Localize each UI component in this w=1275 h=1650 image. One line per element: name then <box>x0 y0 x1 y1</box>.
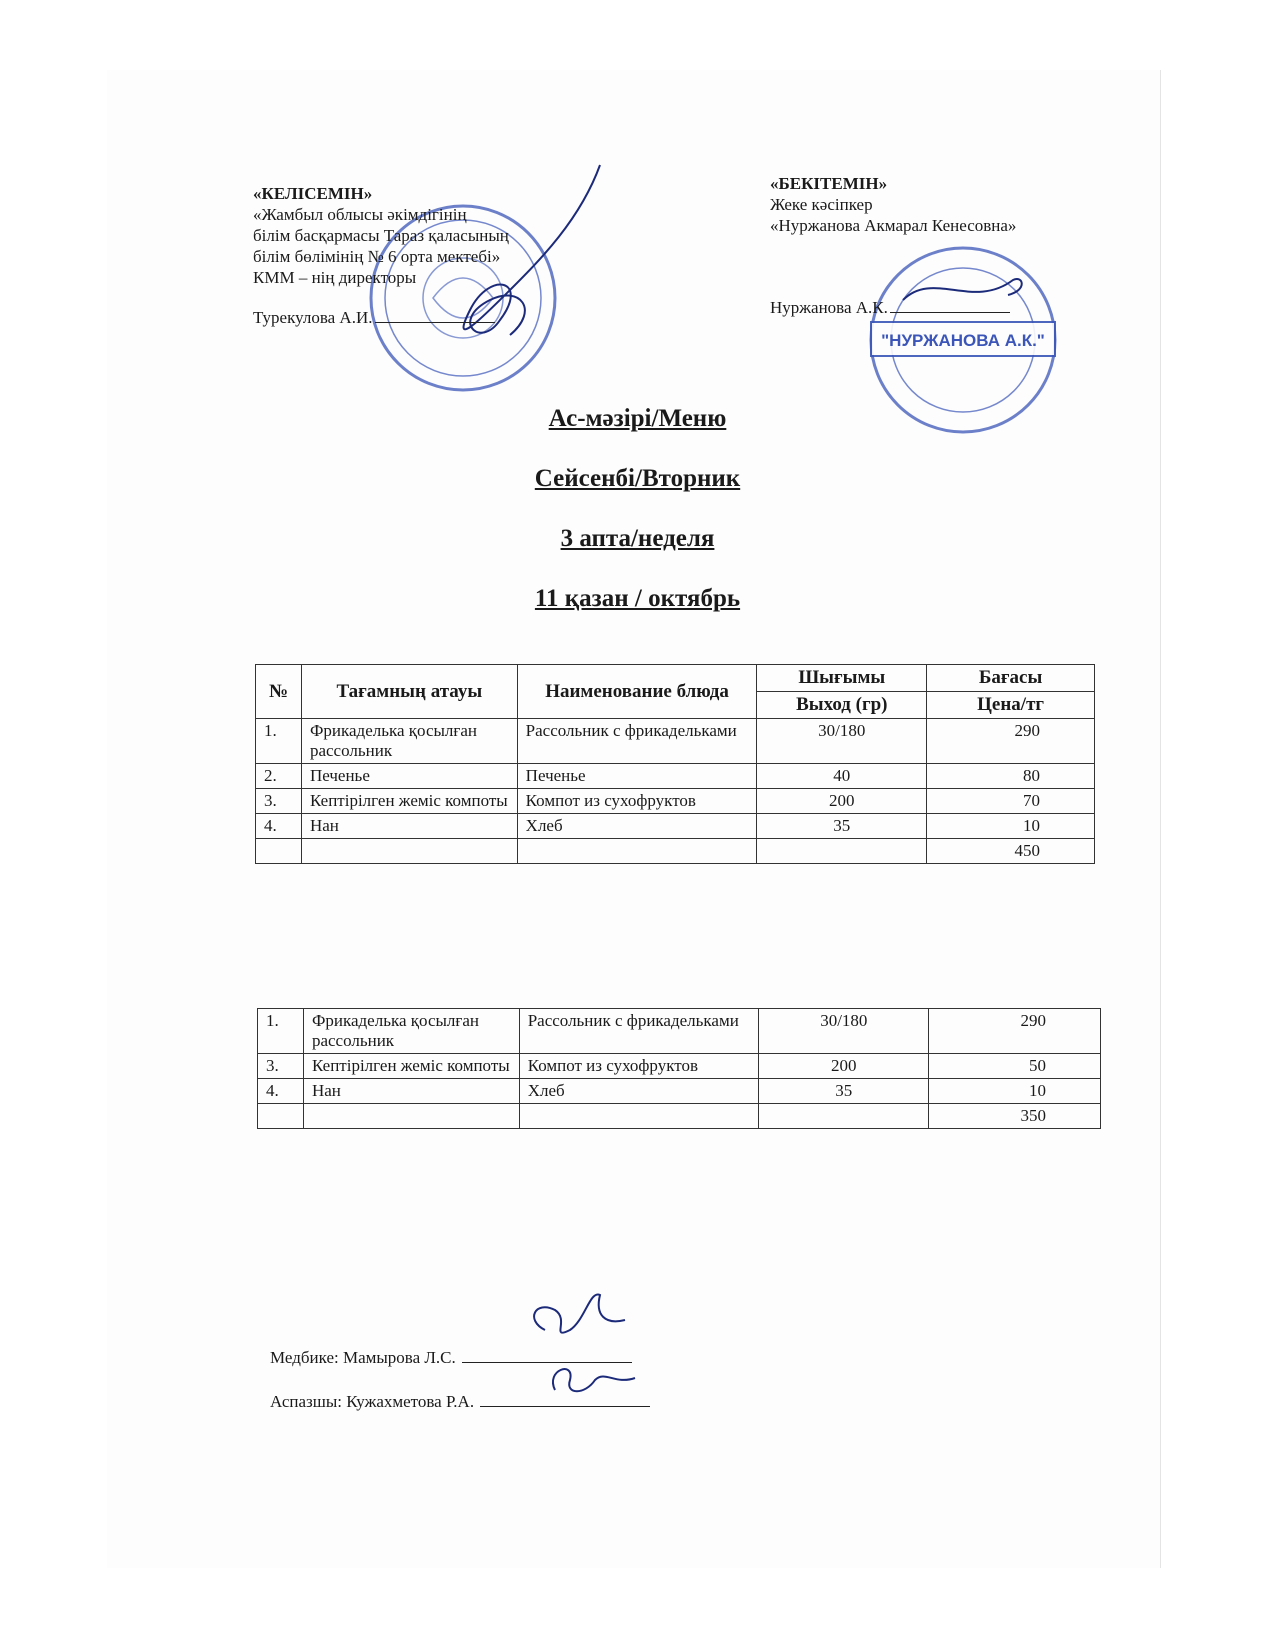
approval-left-line: білім басқармасы Тараз қаласының <box>253 226 509 245</box>
signature-line <box>890 296 1010 313</box>
cell-num: 1. <box>258 1009 304 1054</box>
cell-name-ru: Компот из сухофруктов <box>519 1054 759 1079</box>
cell-name-kz: Фрикаделька қосылған рассольник <box>301 719 517 764</box>
title-day: Сейсенбі/Вторник <box>534 465 741 492</box>
approval-right-heading: «БЕКІТЕМІН» <box>770 174 888 193</box>
table-row <box>258 1079 1101 1104</box>
right-seal-text: "НУРЖАНОВА А.К." <box>881 331 1045 350</box>
title-menu: Ас-мәзірі/Меню <box>548 405 727 432</box>
cell-price: 70 <box>927 789 1095 814</box>
approval-right-line: «Нуржанова Акмарал Кенесовна» <box>770 216 1017 235</box>
cell-num: 3. <box>258 1054 304 1079</box>
table-row <box>258 1009 1101 1054</box>
approval-right-line: Жеке кәсіпкер <box>770 195 873 214</box>
empty-cell <box>256 839 302 864</box>
approval-right-signer: Нуржанова А.К. <box>770 298 888 317</box>
cell-name-kz: Кептірілген жеміс компоты <box>303 1054 519 1079</box>
table-header-row <box>256 665 1095 692</box>
approval-right <box>770 173 1090 318</box>
cell-yield: 200 <box>757 789 927 814</box>
empty-cell <box>759 1104 929 1129</box>
cell-name-kz: Печенье <box>301 764 517 789</box>
cell-yield: 200 <box>759 1054 929 1079</box>
header-price-ru: Цена/тг <box>927 692 1095 719</box>
table-row <box>256 764 1095 789</box>
footer-cook: Аспазшы: Кужахметова Р.А. <box>270 1392 475 1411</box>
cell-price: 50 <box>929 1054 1101 1079</box>
footer-nurse: Медбике: Мамырова Л.С. <box>270 1348 456 1367</box>
cell-price: 290 <box>929 1009 1101 1054</box>
cell-num: 4. <box>256 814 302 839</box>
cell-name-kz: Кептірілген жеміс компоты <box>301 789 517 814</box>
cell-yield: 35 <box>757 814 927 839</box>
cell-name-ru: Печенье <box>517 764 757 789</box>
footer-nurse-row <box>270 1348 632 1368</box>
header-name-kz: Тағамның атауы <box>301 665 517 719</box>
signature-line <box>462 1348 632 1363</box>
header-yield-ru: Выход (гр) <box>757 692 927 719</box>
cell-yield: 30/180 <box>757 719 927 764</box>
cell-num: 1. <box>256 719 302 764</box>
cell-name-kz: Нан <box>301 814 517 839</box>
approval-left-heading: «КЕЛІСЕМІН» <box>253 184 373 203</box>
approval-right-signer-row <box>770 296 1090 318</box>
empty-cell <box>757 839 927 864</box>
approval-left-line: білім бөлімінің № 6 орта мектебі» <box>253 247 501 266</box>
cell-name-ru: Хлеб <box>519 1079 759 1104</box>
signature-line <box>375 306 495 323</box>
approval-left-signer: Турекулова А.И. <box>253 308 373 327</box>
total-row <box>258 1104 1101 1129</box>
table-row <box>258 1054 1101 1079</box>
approval-left-line: «Жамбыл облысы әкімдігінің <box>253 205 467 224</box>
signature-line <box>480 1392 650 1407</box>
cell-price: 80 <box>927 764 1095 789</box>
table-row <box>256 814 1095 839</box>
footer-cook-row <box>270 1392 650 1412</box>
cell-name-kz: Нан <box>303 1079 519 1104</box>
cell-yield: 30/180 <box>759 1009 929 1054</box>
empty-cell <box>517 839 757 864</box>
cell-num: 4. <box>258 1079 304 1104</box>
menu-table-1 <box>255 664 1095 864</box>
table-row <box>256 789 1095 814</box>
title-date: 11 қазан / октябрь <box>534 585 741 612</box>
cell-price: 10 <box>929 1079 1101 1104</box>
empty-cell <box>258 1104 304 1129</box>
approval-left-signer-row <box>253 306 583 328</box>
cell-yield: 40 <box>757 764 927 789</box>
approval-left-line: КММ – нің директоры <box>253 268 417 287</box>
cell-price: 290 <box>927 719 1095 764</box>
header-num: № <box>256 665 302 719</box>
cell-name-ru: Рассольник с фрикадельками <box>517 719 757 764</box>
footer-signatures <box>515 1280 655 1410</box>
cell-name-ru: Рассольник с фрикадельками <box>519 1009 759 1054</box>
cell-name-ru: Компот из сухофруктов <box>517 789 757 814</box>
cell-price: 10 <box>927 814 1095 839</box>
empty-cell <box>303 1104 519 1129</box>
header-yield-kz: Шығымы <box>757 665 927 692</box>
header-name-ru: Наименование блюда <box>517 665 757 719</box>
cell-total: 350 <box>929 1104 1101 1129</box>
empty-cell <box>301 839 517 864</box>
cell-num: 2. <box>256 764 302 789</box>
header-price-kz: Бағасы <box>927 665 1095 692</box>
cell-name-ru: Хлеб <box>517 814 757 839</box>
total-row <box>256 839 1095 864</box>
cell-num: 3. <box>256 789 302 814</box>
title-week: 3 апта/неделя <box>560 525 715 552</box>
approval-left <box>253 183 583 328</box>
cell-name-kz: Фрикаделька қосылған рассольник <box>303 1009 519 1054</box>
cell-total: 450 <box>927 839 1095 864</box>
menu-table-2 <box>257 1008 1101 1129</box>
cell-yield: 35 <box>759 1079 929 1104</box>
table-row <box>256 719 1095 764</box>
empty-cell <box>519 1104 759 1129</box>
